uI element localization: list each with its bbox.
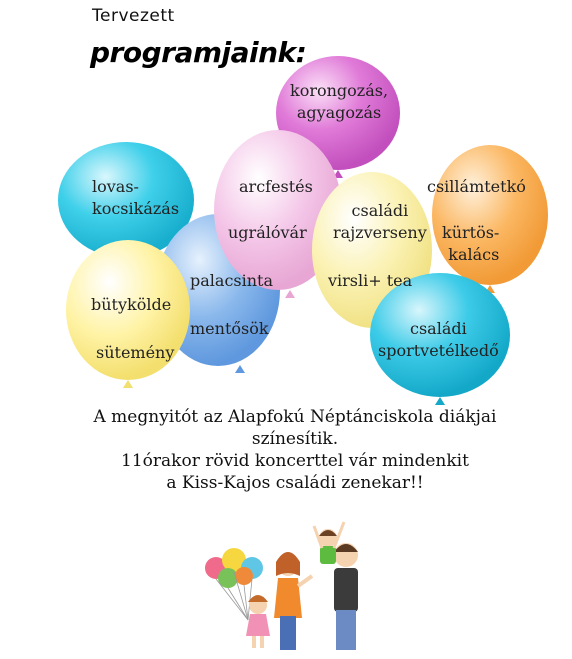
label-sport-line2: sportvetélkedő (378, 341, 499, 360)
balloon-orange (432, 145, 548, 293)
label-butykolde: bütykölde (91, 295, 172, 314)
label-csaladi-rajzverseny (333, 200, 427, 244)
description-line4: a Kiss-Kajos családi zenekar!! (166, 473, 424, 493)
description-line2: színesítik. (251, 429, 339, 449)
label-mentosok: mentősök (190, 319, 269, 338)
label-virsli-tea: virsli+ tea (328, 271, 413, 290)
label-palacsinta: palacsinta (190, 271, 273, 290)
label-sport-line1: családi (410, 319, 467, 338)
label-korongozas (290, 80, 388, 124)
label-rajz-line2: rajzverseny (333, 223, 427, 242)
label-sutemeny: sütemény (96, 343, 175, 362)
label-lovas (92, 176, 179, 220)
label-rajz-line1: családi (351, 201, 409, 220)
label-lovas-line1: lovas- (92, 177, 139, 196)
event-description (60, 406, 530, 494)
title-tervezett: Tervezett (92, 6, 175, 26)
label-csillamtetko: csillámtetkó (427, 177, 526, 196)
label-arcfestes: arcfestés (239, 177, 313, 196)
label-kurtoskalacs (442, 222, 499, 266)
label-kurtos-line2: kalács (448, 245, 500, 264)
label-csaladi-sportvetelkedo (378, 318, 499, 362)
description-line3: 11órakor rövid koncerttel vár mindenkit (121, 451, 469, 471)
label-ugralovar: ugrálóvár (228, 223, 307, 242)
label-korongozas-line2: agyagozás (296, 103, 382, 122)
family-balloons-clipart (200, 510, 380, 655)
label-kurtos-line1: kürtös- (442, 223, 500, 242)
description-line1: A megnyitót az Alapfokú Néptánciskola diákjai (93, 407, 497, 427)
label-korongozas-line1: korongozás, (290, 81, 389, 100)
title-programjaink: programjaink: (90, 36, 307, 69)
label-lovas-line2: kocsikázás (92, 199, 180, 218)
